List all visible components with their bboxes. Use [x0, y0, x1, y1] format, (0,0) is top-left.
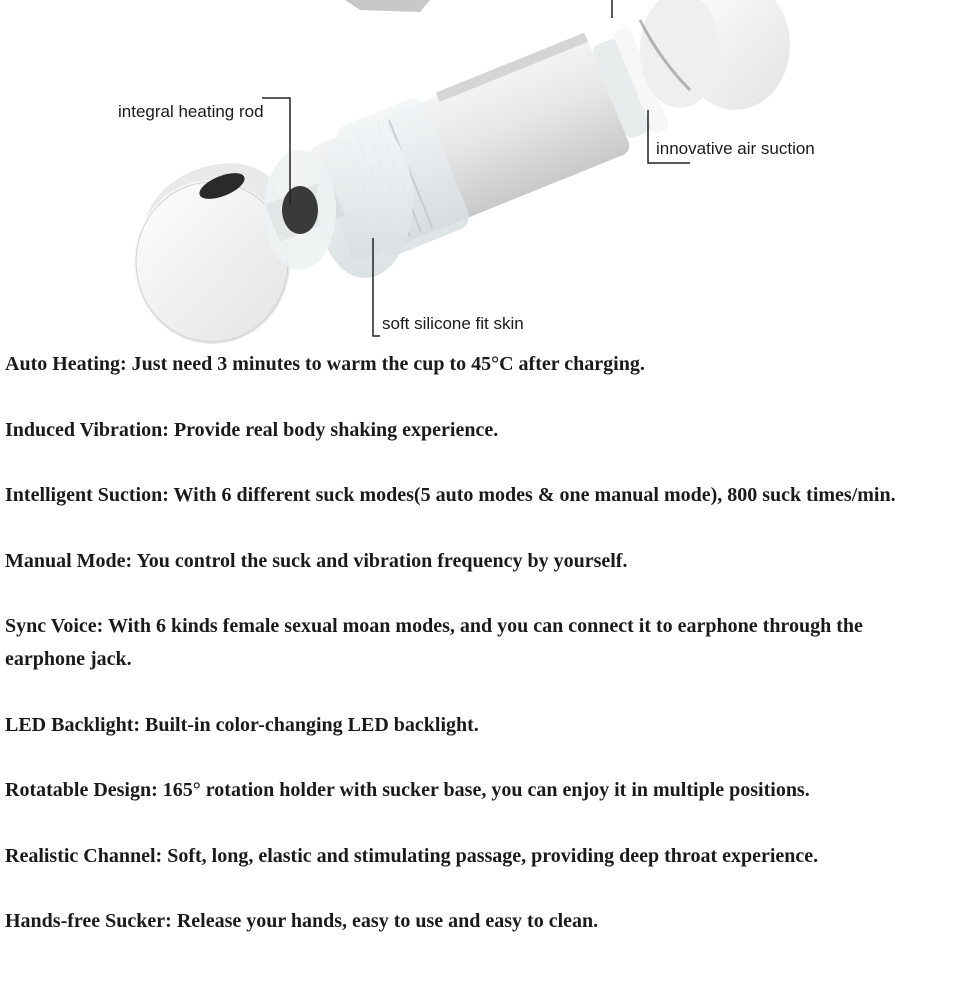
- callout-heating-rod: integral heating rod: [118, 102, 264, 121]
- feature-title: Induced Vibration:: [5, 418, 169, 441]
- feature-item: [5, 774, 945, 807]
- feature-text: With 6 kinds female sexual moan modes, and you can connect it to earphone through the earphone jack.: [5, 615, 863, 670]
- top-right-cap: [640, 0, 790, 110]
- callout-air-suction: innovative air suction: [656, 139, 815, 158]
- feature-title: Manual Mode:: [5, 549, 133, 572]
- feature-item: [5, 414, 945, 447]
- feature-text: Soft, long, elastic and stimulating passage, providing deep throat experience.: [167, 844, 819, 867]
- feature-list: [5, 348, 945, 938]
- feature-text: Provide real body shaking experience.: [173, 418, 499, 441]
- feature-item: [5, 905, 945, 938]
- silicone-sleeve: [264, 122, 413, 278]
- feature-item: [5, 610, 945, 676]
- product-exploded-view: [0, 0, 960, 345]
- feature-title: Intelligent Suction:: [5, 484, 169, 506]
- feature-item: [5, 840, 945, 873]
- feature-item: [5, 479, 945, 512]
- feature-title: Hands-free Sucker:: [5, 910, 172, 932]
- feature-text: With 6 different suck modes(5 auto modes & one manual mode), 800 suck times/min.: [173, 484, 896, 506]
- feature-item: [5, 709, 945, 742]
- feature-text: 165° rotation holder with sucker base, you can enjoy it in multiple positions.: [162, 779, 810, 801]
- top-fragment: [345, 0, 430, 12]
- feature-item: [5, 545, 945, 578]
- callout-silicone-skin: soft silicone fit skin: [382, 314, 524, 333]
- feature-item: [5, 348, 945, 381]
- device-illustration: [0, 0, 960, 345]
- feature-text: You control the suck and vibration frequency by yourself.: [136, 549, 628, 572]
- feature-text: Release your hands, easy to use and easy to clean.: [176, 910, 599, 932]
- feature-title: Auto Heating:: [5, 353, 127, 375]
- left-end-cap: [129, 144, 295, 344]
- feature-title: Rotatable Design:: [5, 779, 158, 801]
- feature-text: Just need 3 minutes to warm the cup to 45°C after charging.: [131, 353, 645, 375]
- feature-title: Realistic Channel:: [5, 844, 163, 867]
- feature-text: Built-in color-changing LED backlight.: [145, 713, 479, 736]
- feature-title: Sync Voice:: [5, 615, 104, 637]
- feature-title: LED Backlight:: [5, 713, 141, 736]
